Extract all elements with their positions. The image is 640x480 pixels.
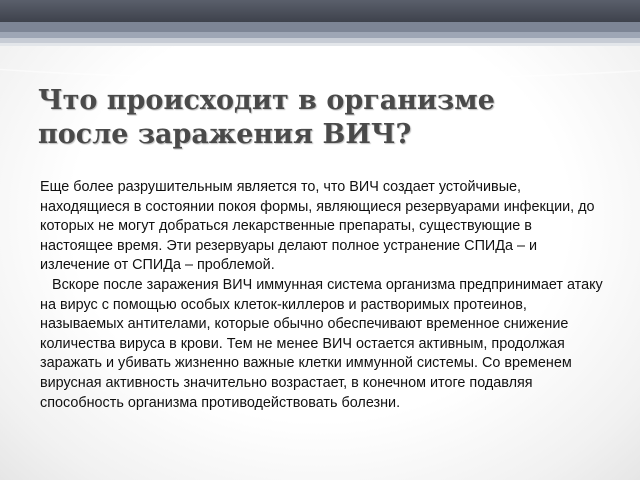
paragraph-2: Вскоре после заражения ВИЧ иммунная система организма предпринимает атаку на вирус с помощью особых клеток-киллеров и растворимых протеинов, называемых антителами, которые обычно обеспечивают временное снижение количества вируса в крови. Тем не менее ВИЧ остается активным, продолжая заражать и убивать жизненно важные клетки иммунной системы. Со временем вирусная активность значительно возрастает, в конечном итоге подавляя способность организма противодействовать болезни.	[40, 276, 603, 411]
title-line-1: Что происходит в организме	[38, 85, 495, 116]
slide-title	[38, 84, 618, 152]
title-line-2: после заражения ВИЧ?	[38, 119, 412, 150]
slide-body	[40, 178, 604, 413]
decorative-arc	[0, 18, 640, 80]
paragraph-1: Еще более разрушительным является то, что ВИЧ создает устойчивые, находящиеся в состоянии покоя формы, являющиеся резервуарами инфекции, до которых не могут добраться лекарственные препараты, существующие в настоящее время. Эти резервуары делают полное устранение СПИДа – и излечение от СПИДа – проблемой.	[40, 179, 595, 274]
